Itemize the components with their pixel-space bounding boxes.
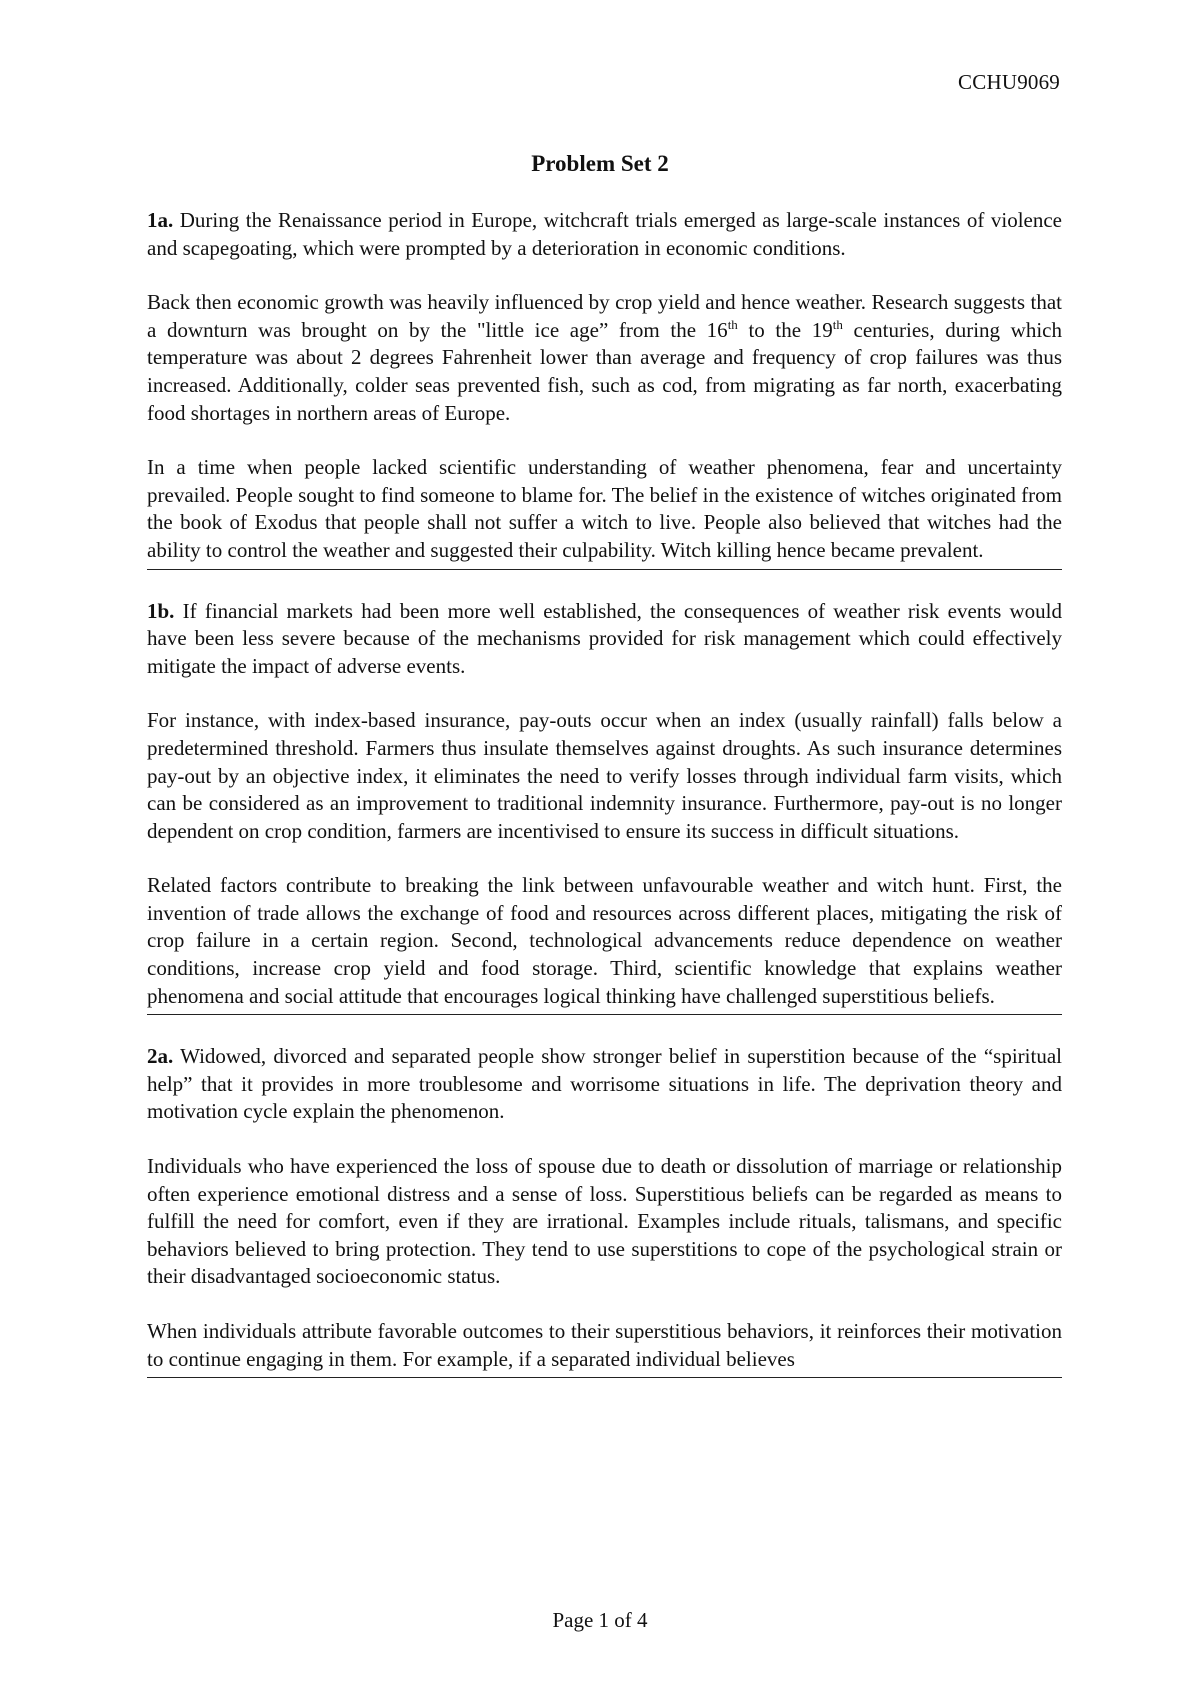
paragraph-text: During the Renaissance period in Europe, witchcraft trials emerged as large-scale instances of violence and scapegoating, which were prompted by a deterioration in economic conditions. [147,208,1062,260]
course-code: CCHU9069 [958,70,1060,94]
section-1a [147,207,1062,570]
paragraph-text: to the 19 [737,317,833,342]
paragraph-text: If financial markets had been more well established, the consequences of weather risk events would have been less severe because of the mechanisms provided for risk management which could effectively mitigate the impact of adverse events. [147,598,1062,678]
question-label: 1b. [147,598,175,623]
paragraph [147,598,1062,681]
paragraph-text: centuries, during which temperature was about 2 degrees Fahrenheit lower than average and frequency of crop failures was thus increased. Additionally, colder seas prevented fish, such as cod, from migrating as far north, exacerbating food shortages in northern areas of Europe. [147,317,1063,425]
paragraph: In a time when people lacked scientific understanding of weather phenomena, fear and uncertainty prevailed. People sought to find someone to blame for. The belief in the existence of witches originated from the book of Exodus that people shall not suffer a witch to live. People also believed that witches had the ability to control the weather and suggested their culpability. Witch killing hence became prevalent. [147,455,1062,562]
superscript: th [832,316,843,332]
section-1b [147,598,1062,1016]
paragraph-text: Widowed, divorced and separated people show stronger belief in superstition because of the “spiritual help” that it provides in more troublesome and worrisome situations in life. The deprivation theory and motivation cycle explain the phenomenon. [147,1044,1062,1124]
section-2a [147,1043,1062,1378]
paragraph: Related factors contribute to breaking the link between unfavourable weather and witch hunt. First, the invention of trade allows the exchange of food and resources across different places, mitigating the risk of crop failure in a certain region. Second, technological advancements reduce dependence on weather conditions, increase crop yield and food storage. Third, scientific knowledge that explains weather phenomena and social attitude that encourages logical thinking have challenged superstitious beliefs. [147,873,1062,1008]
paragraph: For instance, with index-based insurance, pay-outs occur when an index (usually rainfall) falls below a predetermined threshold. Farmers thus insulate themselves against droughts. As such insurance determines pay-out by an objective index, it eliminates the need to verify losses through individual farm visits, which can be considered as an improvement to traditional indemnity insurance. Furthermore, pay-out is no longer dependent on crop condition, farmers are incentivised to ensure its success in difficult situations. [147,708,1062,843]
paragraph [147,207,1062,262]
question-label: 1a. [147,208,174,232]
paragraph [147,1043,1062,1126]
page-number: Page 1 of 4 [552,1608,648,1632]
question-label: 2a. [147,1044,174,1069]
page-title: Problem Set 2 [531,151,669,176]
paragraph-text: Back then economic growth was heavily influenced by crop yield and hence weather. Research suggests that a downturn was brought on by the "little ice age” from the 16 [147,290,1062,342]
paragraph: Individuals who have experienced the loss of spouse due to death or dissolution of marriage or relationship often experience emotional distress and a sense of loss. Superstitious beliefs can be regarded as means to fulfill the need for comfort, even if they are irrational. Examples include rituals, talismans, and specific behaviors believed to bring protection. They tend to use superstitions to cope of the psychological strain or their disadvantaged socioeconomic status. [147,1154,1062,1289]
document-body [147,207,1062,1378]
paragraph [147,289,1062,427]
paragraph: When individuals attribute favorable outcomes to their superstitious behaviors, it reinforces their motivation to continue engaging in them. For example, if a separated individual believes [147,1319,1062,1371]
superscript: th [727,316,738,332]
